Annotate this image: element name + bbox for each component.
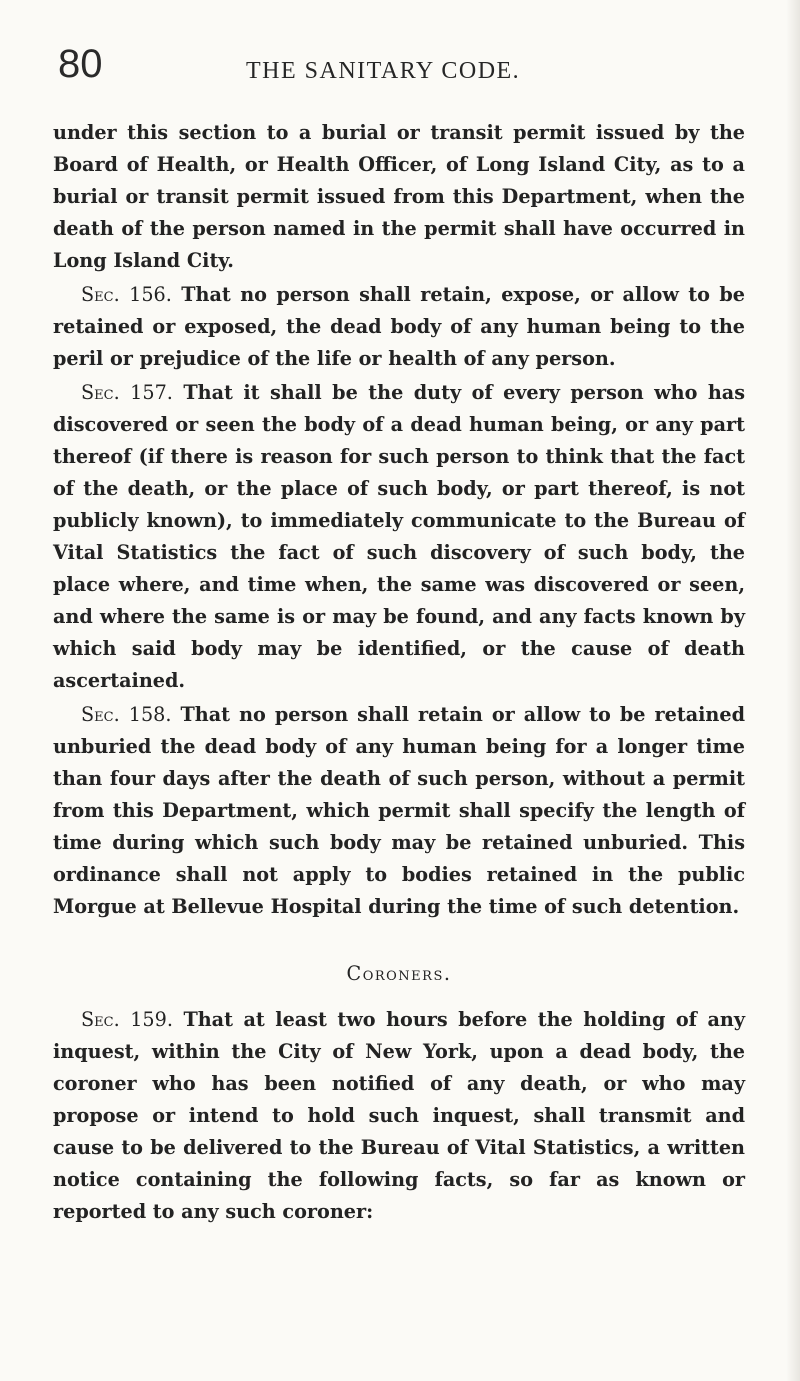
section-text: That it shall be the duty of every person who has discovered or seen the body of a dead human being, or any part thereof (if there is reason for such person to think that the fact of the death, or the place of such body, or part thereof, is not publicly known), to immediately communicate to the Bureau of Vital Statistics the fact of such discovery of such body, the place where, and time when, the same was discovered or seen, and where the same is or may be found, and any facts known by which said body may be identified, or the cause of death ascertained. [53,381,746,692]
page-edge-shadow [786,0,800,1381]
section-159 [53,1004,745,1228]
continuation-paragraph: under this section to a burial or transit permit issued by the Board of Health, or Health Officer, of Long Island City, as to a burial or transit permit issued from this Department, when the death of the person named in the permit shall have occurred in Long Island City. [53,121,745,272]
section-text: That no person shall retain, expose, or allow to be retained or exposed, the dead body of any human being to the peril or prejudice of the life or health of any person. [53,283,745,370]
section-number: 156. [129,283,172,306]
section-label: Sec. [81,283,120,306]
section-label: Sec. [81,703,120,726]
running-title: THE SANITARY CODE. [246,58,521,84]
section-label: Sec. [81,381,120,404]
section-heading-coroners: Coroners. [346,962,452,985]
section-text: That at least two hours before the holding of any inquest, within the City of New York, upon a dead body, the coroner who has been notified of any death, or who may propose or intend to hold such inquest, shall transmit and cause to be delivered to the Bureau of Vital Statistics, a written notice containing the following facts, so far as known or reported to any such coroner: [53,1008,745,1223]
section-number: 159. [130,1008,173,1031]
section-157 [53,377,745,697]
page-number: 80 [58,42,103,86]
section-number: 158. [128,703,172,726]
section-label: Sec. [81,1008,120,1031]
section-156 [53,279,745,375]
section-158 [53,699,745,923]
section-number: 157. [130,381,173,404]
page-body [53,117,745,1228]
page-header [58,40,748,90]
section-text: That no person shall retain or allow to be retained unburied the dead body of any human being for a longer time than four days after the death of such person, without a permit from this Department, which permit shall specify the length of time during which such body may be retained unburied. This ordinance shall not apply to bodies retained in the public Morgue at Bellevue Hospital during the time of such detention. [53,703,745,918]
